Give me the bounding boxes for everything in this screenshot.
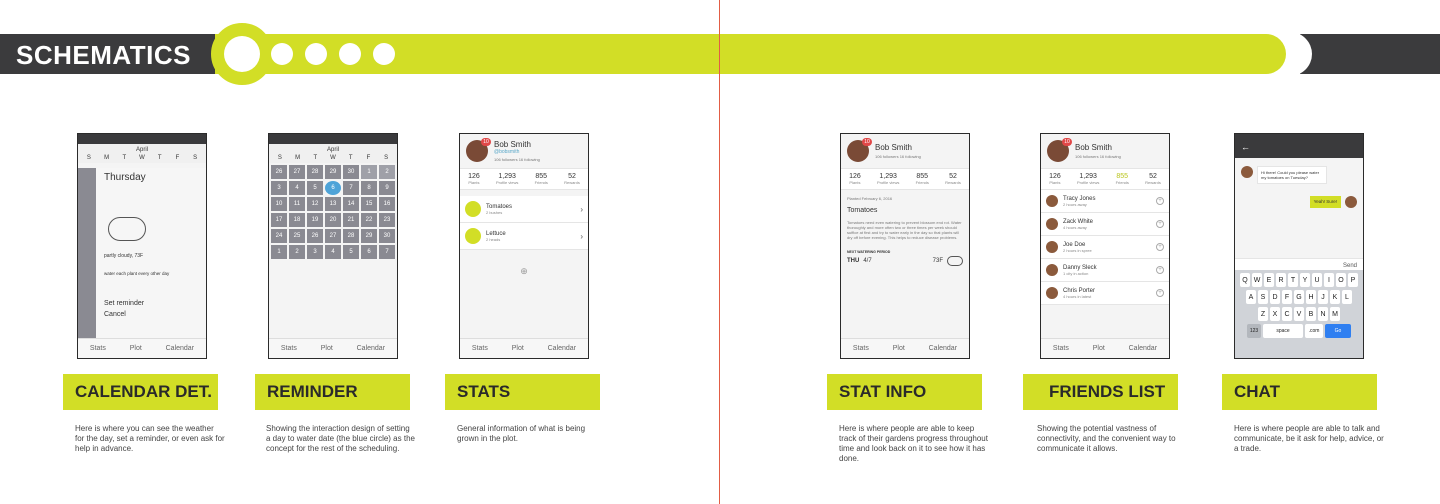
plant-row[interactable]: Tomatoes 2 bushes ›	[460, 196, 588, 223]
month-label: April	[269, 144, 397, 153]
tab-bar	[841, 338, 969, 358]
back-icon[interactable]: ←	[1235, 134, 1363, 158]
tab-bar	[1041, 338, 1169, 358]
tomato-icon	[465, 201, 481, 217]
send-button[interactable]: Send	[1342, 262, 1357, 269]
profile-name: Bob Smith	[1075, 143, 1112, 152]
care-text: Tomatoes need even watering to prevent blossom end rot. Water thoroughly and more often two or three times per week should suffice at first and try to water early in the day so that plants will dry off before evening. This helps to reduce disease problems.	[847, 220, 962, 240]
friend-row[interactable]: Joe Doe 2 hours in spree +	[1041, 236, 1169, 259]
calendar-day[interactable]: 3	[271, 181, 287, 195]
profile-handle: @bobsmith	[494, 149, 520, 155]
desc-stats: General information of what is being grown in the plot.	[457, 424, 586, 443]
add-friend-icon[interactable]: +	[1156, 289, 1164, 297]
key[interactable]: I	[1324, 273, 1334, 287]
chevron-right-icon: ›	[580, 231, 583, 241]
set-reminder-button[interactable]: Set reminder	[104, 300, 145, 307]
key[interactable]: Y	[1300, 273, 1310, 287]
avatar	[1047, 140, 1069, 162]
calendar-day[interactable]: 4	[325, 245, 341, 259]
key-space[interactable]: space	[1263, 324, 1303, 338]
desc-reminder: Showing the interaction design of setting a day to water date (the blue circle) as the concept for the rest of the scheduling.	[266, 424, 415, 453]
key[interactable]: G	[1294, 290, 1304, 304]
calendar-day[interactable]: 30	[343, 165, 359, 179]
followers-count: 106 followers	[875, 154, 899, 159]
tab-stats[interactable]: Stats	[1052, 345, 1069, 352]
cancel-button[interactable]: Cancel	[104, 311, 126, 318]
phone-stats	[459, 133, 589, 359]
key[interactable]: W	[1252, 273, 1262, 287]
followers-count: 106 followers	[1075, 154, 1099, 159]
weather-text: partly cloudy, 73F	[104, 253, 144, 259]
desc-calendar-detail: Here is where you can see the weather for the day, set a reminder, or even ask for help in advance.	[75, 424, 225, 453]
tab-calendar[interactable]: Calendar	[165, 345, 195, 352]
profile-name: Bob Smith	[494, 140, 531, 149]
message-in	[1235, 158, 1363, 192]
key[interactable]: U	[1312, 273, 1322, 287]
key[interactable]: Z	[1258, 307, 1268, 321]
calendar-day[interactable]: 26	[271, 165, 287, 179]
tab-bar	[78, 338, 206, 358]
desc-chat: Here is where people are able to talk and communicate, be it ask for help, advice, or a trade.	[1234, 424, 1384, 453]
label-reminder: REMINDER	[255, 374, 410, 410]
keyboard-row	[1237, 307, 1361, 321]
calendar-day[interactable]: 11	[289, 197, 305, 211]
friend-row[interactable]: Chris Porter 4 hours in latest +	[1041, 282, 1169, 305]
stat-views: 1,293 Profile views	[495, 173, 519, 185]
add-plant-icon[interactable]: ⊕	[520, 266, 528, 276]
calendar-day[interactable]: 10	[271, 197, 287, 211]
phone-stat-info	[840, 133, 970, 359]
friend-row[interactable]: Tracy Jones 2 hours away +	[1041, 190, 1169, 213]
key[interactable]: E	[1264, 273, 1274, 287]
tab-calendar[interactable]: Calendar	[1128, 345, 1158, 352]
avatar	[1046, 264, 1058, 276]
key[interactable]: K	[1330, 290, 1340, 304]
avatar	[1046, 195, 1058, 207]
plant-name: Tomatoes	[847, 207, 878, 214]
notification-badge: 10	[862, 138, 872, 146]
message-in-bubble: Hi there! Could you please water my tomatoes on Tuesday?	[1257, 166, 1327, 184]
tab-stats[interactable]: Stats	[89, 345, 106, 352]
notification-badge: 10	[481, 138, 491, 146]
key[interactable]: R	[1276, 273, 1286, 287]
calendar-day[interactable]: 29	[361, 229, 377, 243]
avatar	[1241, 166, 1253, 178]
friend-row[interactable]: Danny Sleck 1 city in action +	[1041, 259, 1169, 282]
tab-plot[interactable]: Plot	[892, 345, 905, 352]
month-label: April	[78, 144, 206, 153]
add-friend-icon[interactable]: +	[1156, 197, 1164, 205]
calendar-day[interactable]: 21	[343, 213, 359, 227]
calendar-day[interactable]: 23	[379, 213, 395, 227]
key[interactable]: P	[1348, 273, 1358, 287]
calendar-day[interactable]: 15	[361, 197, 377, 211]
calendar-day[interactable]: 6	[325, 181, 341, 195]
profile-header	[460, 134, 588, 168]
notification-badge: 10	[1062, 138, 1072, 146]
avatar	[1046, 241, 1058, 253]
calendar-day[interactable]: 28	[307, 165, 323, 179]
key[interactable]: A	[1246, 290, 1256, 304]
profile-header	[1041, 134, 1169, 168]
phone-reminder	[268, 133, 398, 359]
tab-plot[interactable]: Plot	[129, 345, 142, 352]
calendar-day[interactable]: 1	[271, 245, 287, 259]
calendar-day[interactable]: 27	[289, 165, 305, 179]
calendar-day[interactable]: 30	[379, 229, 395, 243]
progress-dot	[339, 43, 361, 65]
calendar-day[interactable]: 19	[307, 213, 323, 227]
tab-plot[interactable]: Plot	[320, 345, 333, 352]
avatar	[466, 140, 488, 162]
calendar-day[interactable]: 4	[289, 181, 305, 195]
calendar-day[interactable]: 16	[379, 197, 395, 211]
tab-stats[interactable]: Stats	[471, 345, 488, 352]
stat-plants: 126 Plants	[468, 173, 480, 185]
key-go[interactable]: Go	[1325, 324, 1351, 338]
key[interactable]: B	[1306, 307, 1316, 321]
friends-list	[1041, 190, 1169, 305]
label-stats: STATS	[445, 374, 600, 410]
tab-calendar[interactable]: Calendar	[547, 345, 577, 352]
following-count: 16 following	[899, 154, 921, 159]
add-friend-icon[interactable]: +	[1156, 243, 1164, 251]
key[interactable]: D	[1270, 290, 1280, 304]
calendar-day[interactable]: 9	[379, 181, 395, 195]
key[interactable]: O	[1336, 273, 1346, 287]
calendar-day[interactable]: 2	[289, 245, 305, 259]
label-stat-info: STAT INFO	[827, 374, 982, 410]
stats-row: 126 Plants 1,293 Profile views 855 Friends 52 Rewards	[1041, 168, 1169, 190]
tab-calendar[interactable]: Calendar	[928, 345, 958, 352]
key-123[interactable]: 123	[1247, 324, 1261, 338]
day-detail-card	[96, 168, 207, 340]
calendar-column	[78, 168, 96, 338]
tab-bar	[269, 338, 397, 358]
planted-date: Planted February 6, 2016	[847, 196, 893, 201]
calendar-day[interactable]: 8	[361, 181, 377, 195]
tab-stats[interactable]: Stats	[280, 345, 297, 352]
calendar-day[interactable]: 24	[271, 229, 287, 243]
calendar-day[interactable]: 26	[307, 229, 323, 243]
calendar-day[interactable]: 5	[307, 181, 323, 195]
calendar-grid	[269, 163, 397, 261]
calendar-day[interactable]: 29	[325, 165, 341, 179]
weekday-row: S M T W T F S	[78, 153, 206, 163]
progress-dot	[373, 43, 395, 65]
key[interactable]: L	[1342, 290, 1352, 304]
weekday-row: S M T W T F S	[269, 153, 397, 163]
calendar-day[interactable]: 12	[307, 197, 323, 211]
calendar-day[interactable]: 7	[379, 245, 395, 259]
avatar	[847, 140, 869, 162]
keyboard-row	[1237, 290, 1361, 304]
header-end-block	[1300, 34, 1440, 74]
key[interactable]: S	[1258, 290, 1268, 304]
chevron-right-icon: ›	[580, 204, 583, 214]
calendar-day[interactable]: 17	[271, 213, 287, 227]
key[interactable]: X	[1270, 307, 1280, 321]
calendar-day[interactable]: 5	[343, 245, 359, 259]
plant-row[interactable]: Lettuce 2 heads ›	[460, 223, 588, 250]
calendar-day[interactable]: 1	[361, 165, 377, 179]
key[interactable]: H	[1306, 290, 1316, 304]
key[interactable]: V	[1294, 307, 1304, 321]
add-friend-icon[interactable]: +	[1156, 220, 1164, 228]
page-divider	[719, 0, 720, 504]
avatar	[1046, 218, 1058, 230]
key-com[interactable]: .com	[1305, 324, 1323, 338]
key[interactable]: C	[1282, 307, 1292, 321]
followers-count: 106 followers	[494, 157, 518, 162]
cloud-icon	[108, 217, 146, 241]
avatar	[1345, 196, 1357, 208]
tab-stats[interactable]: Stats	[852, 345, 869, 352]
following-count: 16 following	[518, 157, 540, 162]
calendar-day[interactable]: 20	[325, 213, 341, 227]
calendar-day[interactable]: 28	[343, 229, 359, 243]
key[interactable]: N	[1318, 307, 1328, 321]
calendar-day[interactable]: 2	[379, 165, 395, 179]
progress-dot	[305, 43, 327, 65]
calendar-day[interactable]: 25	[289, 229, 305, 243]
add-friend-icon[interactable]: +	[1156, 266, 1164, 274]
message-out-bubble: Yeah! Sure!	[1310, 196, 1341, 208]
care-note: water each plant every other day	[104, 271, 170, 276]
tab-plot[interactable]: Plot	[511, 345, 524, 352]
keyboard	[1235, 270, 1363, 358]
stats-row	[460, 168, 588, 190]
calendar-day[interactable]: 22	[361, 213, 377, 227]
label-calendar-detail: CALENDAR DET.	[63, 374, 218, 410]
key[interactable]: F	[1282, 290, 1292, 304]
day-title: Thursday	[104, 172, 146, 183]
lettuce-icon	[465, 228, 481, 244]
calendar-day[interactable]: 6	[361, 245, 377, 259]
phone-calendar-detail	[77, 133, 207, 359]
header-band	[206, 34, 1286, 74]
calendar-day[interactable]: 27	[325, 229, 341, 243]
page-title: SCHEMATICS	[16, 40, 191, 70]
next-watering-label: NEXT WATERING PERIOD	[847, 250, 891, 254]
tab-plot[interactable]: Plot	[1092, 345, 1105, 352]
cloud-icon	[947, 256, 963, 266]
phone-chat	[1234, 133, 1364, 359]
message-out	[1235, 192, 1363, 212]
label-friends-list: FRIENDS LIST	[1023, 374, 1178, 410]
keyboard-row	[1237, 273, 1361, 287]
following-count: 16 following	[1099, 154, 1121, 159]
progress-dot	[271, 43, 293, 65]
stat-friends: 855 Friends	[534, 173, 548, 185]
key[interactable]: J	[1318, 290, 1328, 304]
tab-bar	[460, 338, 588, 358]
next-watering-row: THU 4/7 73F	[841, 254, 969, 268]
profile-header	[841, 134, 969, 168]
calendar-day[interactable]: 18	[289, 213, 305, 227]
avatar	[1046, 287, 1058, 299]
calendar-day[interactable]: 13	[325, 197, 341, 211]
profile-name: Bob Smith	[875, 143, 912, 152]
desc-stat-info: Here is where people are able to keep track of their gardens progress throughout time and look back on it to see how it has done.	[839, 424, 988, 463]
desc-friends-list: Showing the potential vastness of connectivity, and the convenient way to communicate it allows.	[1037, 424, 1176, 453]
key[interactable]: T	[1288, 273, 1298, 287]
progress-ring-center	[224, 36, 260, 72]
keyboard-bottom-row	[1237, 324, 1361, 338]
stats-row: 126 Plants 1,293 Profile views 855 Friends 52 Rewards	[841, 168, 969, 190]
tab-calendar[interactable]: Calendar	[356, 345, 386, 352]
phone-friends-list	[1040, 133, 1170, 359]
key[interactable]: M	[1330, 307, 1340, 321]
key[interactable]: Q	[1240, 273, 1250, 287]
friend-row[interactable]: Zack White 4 hours away +	[1041, 213, 1169, 236]
label-chat: CHAT	[1222, 374, 1377, 410]
calendar-day[interactable]: 3	[307, 245, 323, 259]
calendar-day[interactable]: 7	[343, 181, 359, 195]
stat-rewards: 52 Rewards	[564, 173, 580, 185]
calendar-day[interactable]: 14	[343, 197, 359, 211]
